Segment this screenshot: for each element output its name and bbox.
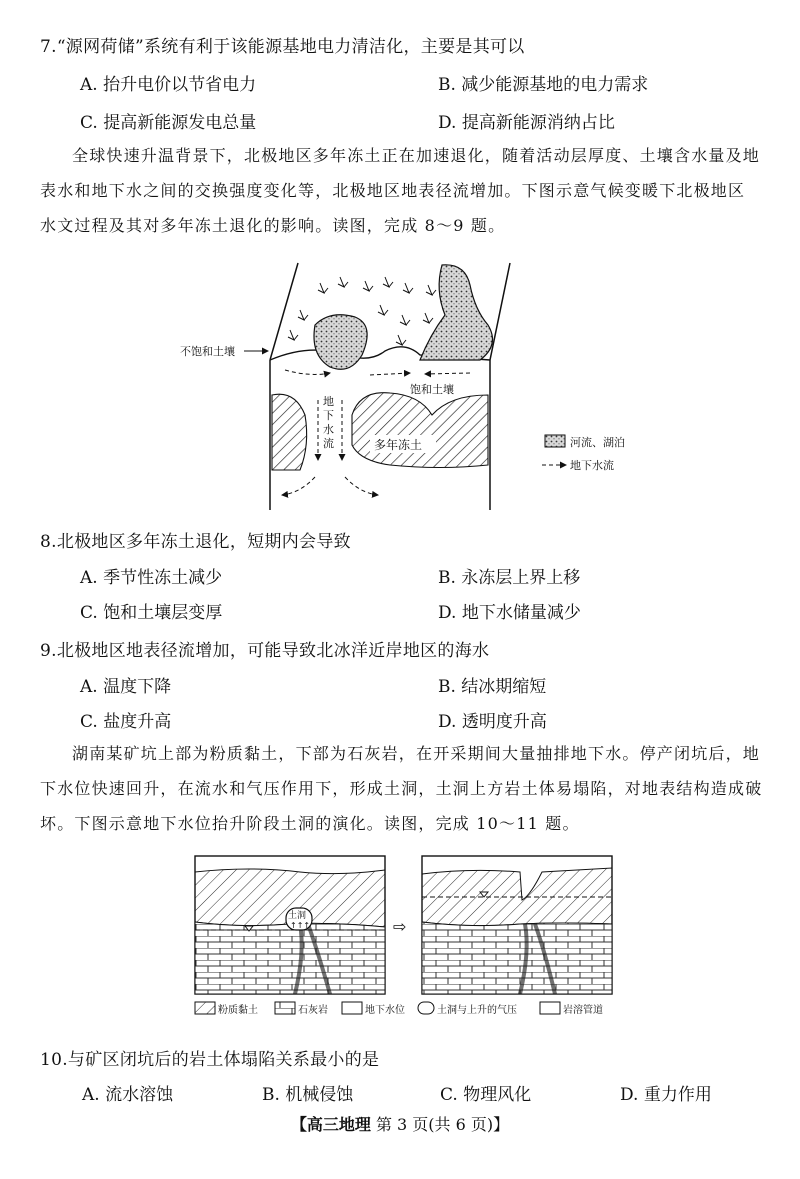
arctic-hydrology-figure [170, 255, 650, 515]
svg-text:↑↑↑: ↑↑↑ [290, 921, 311, 930]
q8-option-c: C. 饱和土壤层变厚 [80, 603, 223, 623]
legend-cave-swatch [418, 1002, 434, 1014]
question-9-stem: 9.北极地区地表径流增加，可能导致北冰洋近岸地区的海水 [40, 641, 490, 661]
legend-karst-pipe: 岩溶管道 [563, 1005, 603, 1016]
legend-clay-swatch [195, 1002, 215, 1014]
question-10-stem: 10.与矿区闭坑后的岩土体塌陷关系最小的是 [40, 1050, 380, 1070]
passage-2-line-1: 湖南某矿坑上部为粉质黏土，下部为石灰岩，在开采期间大量抽排地下水。停产闭坑后，地 [72, 744, 761, 763]
legend-limestone-swatch [275, 1002, 295, 1014]
footer-page-number: 第 3 页(共 6 页)】 [375, 1115, 510, 1134]
page-footer [0, 1112, 800, 1135]
legend-karst-swatch [540, 1002, 560, 1014]
q7-option-b: B. 减少能源基地的电力需求 [438, 75, 649, 95]
q8-option-a: A. 季节性冻土减少 [80, 568, 223, 588]
q9-option-c: C. 盐度升高 [80, 712, 172, 732]
q8-option-b: B. 永冻层上界上移 [438, 568, 581, 588]
label-gw-char-1: 地 [323, 395, 334, 408]
q8-option-d: D. 地下水储量减少 [438, 603, 581, 623]
legend-water-table-swatch [342, 1002, 362, 1014]
legend-river-swatch [545, 435, 565, 447]
footer-subject: 【高三地理 [290, 1115, 371, 1134]
legend-limestone: 石灰岩 [298, 1005, 328, 1016]
q10-option-d: D. 重力作用 [620, 1085, 712, 1105]
label-gw-char-2: 下 [323, 409, 334, 422]
passage-1-line-3: 水文过程及其对多年冻土退化的影响。读图，完成 8～9 题。 [40, 216, 506, 235]
label-soil-cave: 土洞 [288, 911, 307, 921]
label-gw-char-4: 流 [323, 437, 334, 450]
q7-option-c: C. 提高新能源发电总量 [80, 113, 257, 133]
question-7-stem: 7.“源网荷储”系统有利于该能源基地电力清洁化，主要是其可以 [40, 37, 525, 57]
passage-1-line-1: 全球快速升温背景下，北极地区多年冻土正在加速退化，随着活动层厚度、土壤含水量及地 [72, 146, 761, 165]
q10-option-c: C. 物理风化 [440, 1085, 532, 1105]
label-permafrost: 多年冻土 [374, 438, 423, 452]
q10-option-a: A. 流水溶蚀 [82, 1085, 174, 1105]
legend-river-lake: 河流、湖泊 [570, 436, 625, 449]
passage-1 [40, 138, 770, 243]
q9-option-a: A. 温度下降 [80, 677, 172, 697]
soil-cave-figure [190, 852, 650, 1024]
q10-option-b: B. 机械侵蚀 [262, 1085, 354, 1105]
passage-2-line-2: 下水位快速回升，在流水和气压作用下，形成土洞，土洞上方岩土体易塌陷，对地表结构造成破 [40, 779, 763, 798]
legend-silty-clay: 粉质黏土 [218, 1005, 258, 1016]
passage-2 [40, 736, 770, 841]
label-unsaturated-soil: 不饱和土壤 [180, 345, 235, 358]
q7-option-a: A. 抬升电价以节省电力 [80, 75, 257, 95]
legend-water-table: 地下水位 [365, 1005, 405, 1016]
legend-groundwater-flow: 地下水流 [570, 459, 614, 472]
q9-option-b: B. 结冰期缩短 [438, 677, 547, 697]
passage-1-line-2: 表水和地下水之间的交换强度变化等，北极地区地表径流增加。下图示意气候变暖下北极地区 [40, 181, 746, 200]
svg-text:⇨: ⇨ [393, 917, 407, 936]
q9-option-d: D. 透明度升高 [438, 712, 547, 732]
label-gw-char-3: 水 [323, 423, 334, 436]
q7-option-d: D. 提高新能源消纳占比 [438, 113, 615, 133]
label-saturated-soil: 饱和土壤 [410, 383, 454, 396]
question-8-stem: 8.北极地区多年冻土退化，短期内会导致 [40, 532, 351, 552]
legend-cave-pressure: 土洞与上升的气压 [437, 1005, 517, 1016]
passage-2-line-3: 坏。下图示意地下水位抬升阶段土洞的演化。读图，完成 10～11 题。 [40, 814, 580, 833]
